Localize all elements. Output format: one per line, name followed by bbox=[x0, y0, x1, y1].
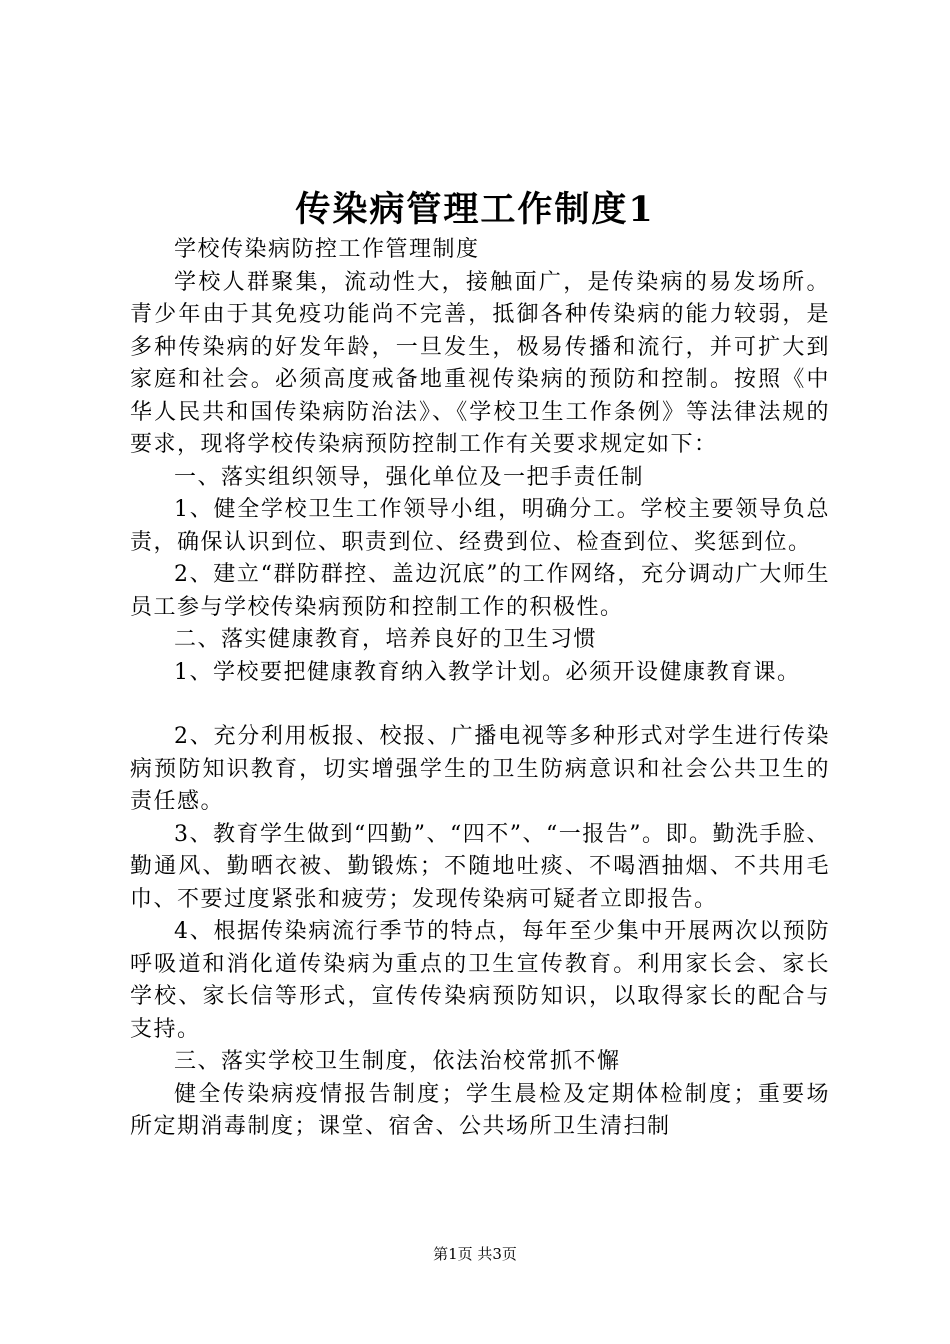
section-heading-3: 三、落实学校卫生制度，依法治校常抓不懈 bbox=[174, 1049, 621, 1074]
section-heading-intro: 学校传染病防控工作管理制度 bbox=[174, 237, 480, 262]
paragraph-2-1: 1、学校要把健康教育纳入教学计划。必须开设健康教育课。 bbox=[174, 659, 801, 685]
paragraph-2-2: 2、充分利用板报、校报、广播电视等多种形式对学生进行传染病预防知识教育，切实增强学生的卫生防病意识和社会公共卫生的责任感。 bbox=[130, 724, 830, 814]
paragraph-3-1: 健全传染病疫情报告制度；学生晨检及定期体检制度；重要场所定期消毒制度；课堂、宿舍、公共场所卫生清扫制 bbox=[130, 1081, 830, 1139]
section-heading-2: 二、落实健康教育，培养良好的卫生习惯 bbox=[174, 627, 598, 652]
document-title: 传染病管理工作制度1 bbox=[295, 189, 655, 230]
paragraph-2-4: 4、根据传染病流行季节的特点，每年至少集中开展两次以预防呼吸道和消化道传染病为重点的卫生宣传教育。利用家长会、家长学校、家长信等形式，宣传传染病预防知识，以取得家长的配合与支持。 bbox=[130, 919, 830, 1042]
paragraph-1-1: 1、健全学校卫生工作领导小组，明确分工。学校主要领导负总责，确保认识到位、职责到位、经费到位、检查到位、奖惩到位。 bbox=[130, 497, 830, 555]
section-heading-1: 一、落实组织领导，强化单位及一把手责任制 bbox=[174, 464, 645, 490]
paragraph-2-3: 3、教育学生做到“四勤”、“四不”、“一报告”。即。勤洗手脸、勤通风、勤晒衣被、勤锻炼；不随地吐痰、不喝酒抽烟、不共用毛巾、不要过度紧张和疲劳；发现传染病可疑者立即报告。 bbox=[130, 821, 830, 912]
paragraph-intro: 学校人群聚集，流动性大，接触面广，是传染病的易发场所。青少年由于其免疫功能尚不完善，抵御各种传染病的能力较弱，是多种传染病的好发年龄，一旦发生，极易传播和流行，并可扩大到家庭和社会。必须高度戒备地重视传染病的预防和控制。按照《中华人民共和国传染病防治法》、《学校卫生工作条例》等法律法规的要求，现将学校传染病预防控制工作有关要求规定如下： bbox=[130, 269, 830, 457]
page-footer: 第1页 共3页 bbox=[433, 1245, 517, 1263]
document-body bbox=[130, 234, 830, 1144]
paragraph-1-2: 2、建立“群防群控、盖边沉底”的工作网络，充分调动广大师生员工参与学校传染病预防和控制工作的积极性。 bbox=[130, 562, 830, 620]
